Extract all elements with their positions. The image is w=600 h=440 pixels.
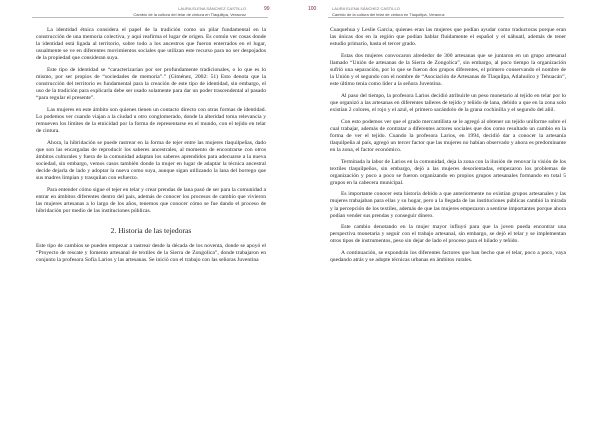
paragraph: Terminada la labor de Larios en la comunidad, deja la zona con la ilusión de renovar la visión de los textiles tlaquilpeños, sin embargo, dejó a las mujeres desorientadas, empezaron los problemas de organización y poco a poco se fueron organizando en propios grupos artesanales formando en total 5 grupos en la cabecera municipal. [330,158,566,186]
paragraph: Las mujeres en este ámbito son quienes tienen un contacto directo con otras formas de identidad. Lo podemos ver cuando viajan a la ciudad u otro conglomerado, donde la alteridad toma relevancia y remueven los límites de la etnicidad por la forma de representarse en el mundo, con el tejido en telar de cintura. [36,106,266,135]
paragraph: Este tipo de identidad se “caracterizarían por ser profundamente tradicionales, o lo que es lo mismo, por ser propios de “sociedades de memoria”.” (Giménez, 2002: 51) Esto denota que la construcción del territorio es fundamental para la creación de este tipo de identidad, sin embargo, el uso de la tradición para explicarla debe ser usado solamente para dar un poder trascendental al pasado “para regular el presente”. [36,66,266,102]
page-number: 99 [264,6,270,12]
body-text [36,27,266,269]
paragraph: La identidad étnica considera el papel de la tradición como un pilar fundamental en la construcción de una memoria colectiva, y aquí reafirma el lugar de origen. Es común ver cosas donde la identidad está ligada al territorio, sobre todo a los ancestros que fueron enterrados en el lugar, usualmente se ve en diferentes movimientos sociales que utilizan este recurso para no ser despojados de la propiedad que consideran suya. [36,27,266,62]
paragraph: Con esto podemos ver que el grado mercantilista se le agregó al obtener un tejido uniforme sobre el cual trabajar, además de contratar a diferentes actores sociales que dos como resultado un cambio en la forma de ver el tejido. Cuando la profesora Larios, en 1994, decidió dar a conocer la artesanía tlaquilpeña al país, agregó un tercer factor que las mujeres no habían observado y ahora es predominante en la zona, el factor económico. [330,118,566,153]
header-divider [328,17,564,18]
page-number: 100 [308,6,317,12]
paragraph: Este tipo de cambios se pueden empezar a rastrear desde la década de los noventa, donde se apoyó el “Proyecto de rescate y fomento artesanal de textiles de la Sierra de Zongolica”, donde trabajaron en conjunto la profesora Sofía Larios y las artesanas. Se inició con el trabajo con las señoras Juventina [36,243,266,264]
paragraph: Es importante conocer esta historia debido a que anteriormente no existían grupos artesanales y las mujeres trabajaban para ellas y su hogar, pero a la llegada de las instituciones públicas cambió la mirada y la percepción de los textiles, además de que las mujeres empezaron a sentirse importantes porque ahora podían vender sus prendas y conseguir dinero. [330,191,566,219]
paragraph: Ahora, la hibridación se puede rastrear en la forma de tejer entre las mujeres tlaquilpeñas, dado que son las encargadas de reproducir los saberes ancestrales, al momento de encontrarse con otros ámbitos culturales y fuera de la comunidad adaptan los saberes aprendidos para adecuarse a la nueva sociedad, sin embargo, vemos casos también donde la mujer en lugar de adaptar la técnica ancestral decide dejarla de lado y adoptar la nueva como suya, aunque sigan utilizando la lana del borrego que sus madres limpian y trasquilan con esfuerzo. [36,139,266,182]
section-heading: 2. Historia de las tejedoras [110,226,192,236]
paragraph: A continuación, se expondrán los diferentes factores que han hecho que el telar, poco a poco, vaya quedando atrás y se adopte técnicas urbanas en ámbitos rurales. [330,250,566,264]
header-subtitle: Cambio de la cultura del telar de cintura en Tlaquiltpa, Veracruz [332,11,445,17]
paragraph: Este cambio denotando en la mujer mayor influyó para que la joven pueda encontrar una perspectiva monetaria y seguir con el trabajo artesanal, sin embargo, se dejó el telar y se implementan otros tipos de instrumentos, peso sin dejar de lado el proceso para el hilado y teñido. [330,224,566,245]
running-header [332,6,445,17]
header-divider [32,17,268,18]
running-header [133,6,246,17]
paragraph: Para entender cómo sigue el tejer en telar y crear prendas de lana pasó de ser para la comunidad a entrar en ámbitos diferentes dentro del país, además de conocer los procesos de cambio que vivieron las mujeres artesanas a lo largo de los años, tenemos que conocer cómo se fue dando el proceso de hibridación por medio de las instituciones públicas. [36,186,266,215]
paragraph: Estas dos mujeres convocaron alrededor de 300 artesanas que se juntaron en un grupo artesanal llamado “Unión de artesanas de la Sierra de Zongolica”, sin embargo, al poco tiempo la organización sufrió una separación, por lo que se fueron dos grupos diferentes, el primero conservando el nombre de la Unión y el segundo con el nombre de “Asociación de Artesanas de Tlaquilpa, Atlahuilco y Tehuacán”, este último tenía como líder a la señora Juventina. [330,52,566,88]
body-text [330,27,566,269]
paragraph: Cuaquehua y Leslie Garcia, quienes eran las mujeres que podían ayudar como traductoras porque eran las únicas dos en la región que podían hablar fluidamente el español y el náhuatl, además de tener estudio primario, hasta el tercer grado. [330,27,566,48]
right-page [300,0,600,440]
header-author: LAURA ELENA SÁNCHEZ CASTILLO [332,6,400,11]
header-author: LAURA ELENA SÁNCHEZ CASTILLO [178,6,246,11]
paragraph: Al paso del tiempo, la profesora Larios decidió atribuirle un peso monetario al tejido en telar por lo que organizó a las artesanas en diferentes talleres de tejido y teñido de lana, debido a que en la zona solo existían 2 colores, el rojo y el azul, el primero sacándolo de la grana cochinilla y el segundo del añil. [330,92,566,113]
header-subtitle: Cambio de la cultura del telar de cintura en Tlaquiltpa, Veracruz [133,11,246,17]
